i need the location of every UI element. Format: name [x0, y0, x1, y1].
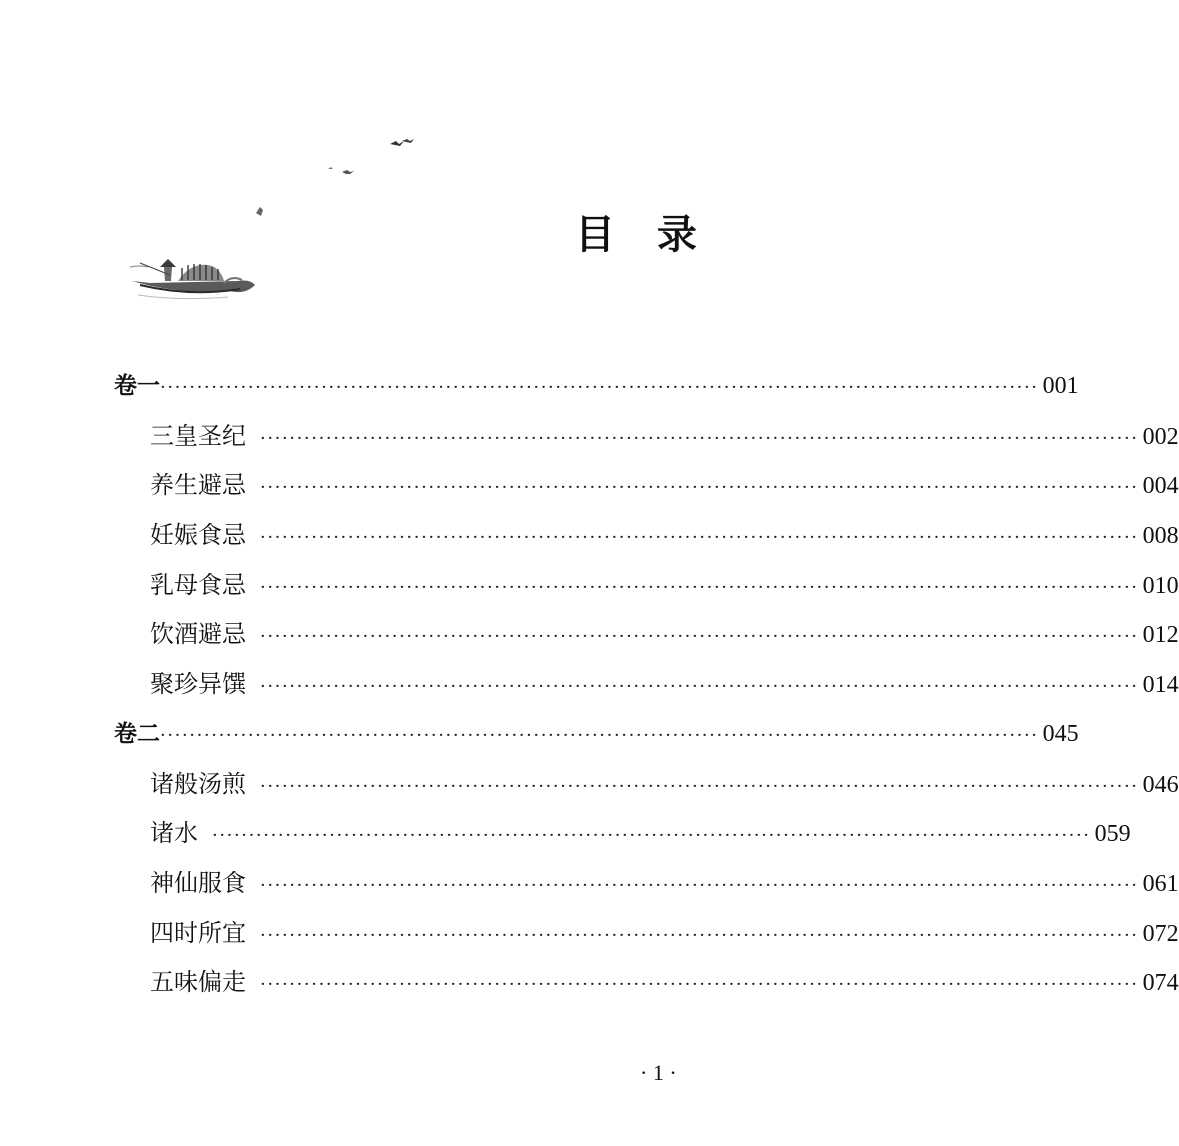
bird-icon — [402, 139, 414, 143]
toc-entry-label: 聚珍异馔 — [150, 670, 246, 699]
dot-leader: ························································································································ — [260, 576, 1139, 598]
dot-leader: ························································································································ — [260, 775, 1139, 797]
dot-leader: ························································································································ — [160, 724, 1039, 746]
dot-leader: ························································································································ — [212, 825, 1091, 847]
toc-entry-label: 乳母食忌 — [150, 570, 246, 599]
toc-section-entry[interactable] — [114, 412, 1179, 462]
toc-section-entry[interactable] — [114, 809, 1131, 859]
dot-leader: ························································································································ — [260, 974, 1139, 996]
toc-volume-entry[interactable] — [114, 362, 1079, 412]
toc-entry-label: 三皇圣纪 — [150, 421, 246, 450]
dot-leader: ························································································································ — [260, 676, 1139, 698]
toc-entry-page: 008 — [1142, 523, 1179, 550]
toc-entry-page: 059 — [1094, 821, 1131, 848]
toc-entry-label: 妊娠食忌 — [150, 521, 246, 550]
toc-entry-page: 004 — [1142, 473, 1179, 500]
toc-section-entry[interactable] — [114, 859, 1179, 909]
toc-entry-label: 卷一 — [114, 373, 160, 399]
dot-leader: ························································································································ — [160, 377, 1039, 398]
toc-entry-label: 养生避忌 — [150, 471, 246, 500]
toc-entry-page: 074 — [1142, 970, 1179, 997]
toc-section-entry[interactable] — [114, 511, 1179, 561]
dot-leader: ························································································································ — [260, 427, 1139, 449]
toc-entry-page: 045 — [1042, 720, 1079, 747]
toc-entry-page: 014 — [1142, 672, 1179, 699]
toc-entry-label: 五味偏走 — [150, 968, 246, 997]
toc-section-entry[interactable] — [114, 909, 1179, 959]
toc-section-entry[interactable] — [114, 760, 1179, 810]
toc-entry-label: 饮酒避忌 — [150, 620, 246, 649]
boat-birds-illustration — [120, 125, 420, 315]
toc-section-entry[interactable] — [114, 660, 1179, 710]
toc-entry-page: 002 — [1142, 423, 1179, 450]
toc-entry-label: 卷二 — [114, 720, 160, 747]
toc-entry-page: 046 — [1142, 771, 1179, 798]
toc-volume-entry[interactable] — [114, 710, 1079, 760]
toc-section-entry[interactable] — [114, 561, 1179, 611]
bird-icon — [390, 141, 404, 146]
table-of-contents — [114, 362, 1179, 1008]
bird-icon — [328, 167, 333, 169]
dot-leader: ························································································································ — [260, 626, 1139, 648]
toc-section-entry[interactable] — [114, 958, 1179, 1008]
bird-icon — [342, 170, 354, 174]
dot-leader: ························································································································ — [260, 924, 1139, 946]
boat-icon — [132, 259, 255, 292]
toc-entry-label: 神仙服食 — [150, 868, 246, 897]
page-number: · 1 · — [640, 1060, 677, 1085]
dot-leader: ························································································································ — [260, 527, 1139, 549]
toc-entry-page: 072 — [1142, 920, 1179, 947]
toc-entry-page: 061 — [1142, 870, 1179, 897]
toc-section-entry[interactable] — [114, 461, 1179, 511]
toc-entry-label: 诸水 — [150, 819, 198, 848]
toc-entry-label: 四时所宜 — [150, 918, 246, 947]
page-title: 目 录 — [575, 212, 711, 258]
bird-icon — [256, 207, 263, 216]
dot-leader: ························································································································ — [260, 477, 1139, 499]
toc-entry-page: 010 — [1142, 572, 1179, 599]
toc-entry-label: 诸般汤煎 — [150, 769, 246, 798]
dot-leader: ························································································································ — [260, 874, 1139, 896]
toc-section-entry[interactable] — [114, 610, 1179, 660]
toc-entry-page: 001 — [1042, 373, 1079, 399]
toc-entry-page: 012 — [1142, 622, 1179, 649]
